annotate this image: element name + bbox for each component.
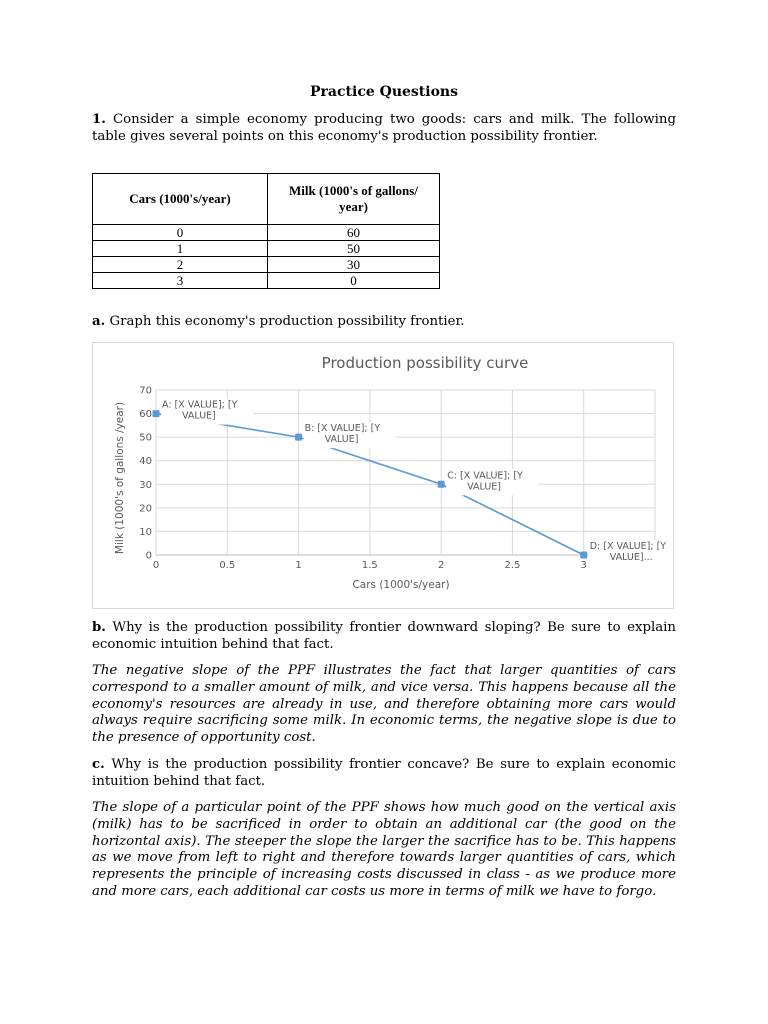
x-tick-label: 0.5: [219, 560, 236, 571]
y-tick-label: 70: [139, 385, 152, 397]
data-point-marker: [580, 552, 587, 559]
x-tick-label: 1: [295, 560, 302, 571]
question-1-number: 1.: [92, 112, 106, 127]
table-header-cars: Cars (1000's/year): [93, 174, 268, 225]
question-b-text: Why is the production possibility frontier downward sloping? Be sure to explain economic intuition behind that fact.: [92, 620, 677, 652]
x-tick-label: 1.5: [361, 560, 378, 571]
table-cell: 60: [268, 225, 440, 241]
chart-title: Production possibility curve: [321, 354, 529, 372]
y-tick-label: 40: [139, 456, 152, 468]
y-tick-label: 60: [139, 409, 152, 421]
question-1-text: Consider a simple economy producing two goods: cars and milk. The following table gives several points on this economy's production possibility frontier.: [92, 112, 676, 144]
question-a: [92, 314, 676, 331]
y-axis-label: Milk (1000's of gallons /year): [114, 401, 126, 555]
table-header-row: [93, 174, 440, 225]
table-cell: 0: [268, 273, 440, 289]
question-c-label: c.: [92, 757, 105, 772]
ppf-chart: [92, 342, 674, 609]
ppf-chart-svg: [93, 343, 673, 608]
y-tick-label: 10: [139, 526, 152, 538]
question-a-text: Graph this economy's production possibility frontier.: [109, 314, 465, 329]
question-b-label: b.: [92, 620, 106, 635]
data-point-marker: [295, 434, 302, 441]
y-tick-label: 30: [139, 479, 152, 491]
question-c-text: Why is the production possibility frontier concave? Be sure to explain economic intuition behind that fact.: [92, 757, 676, 789]
table-cell: 3: [93, 273, 268, 289]
ppf-table: [92, 173, 440, 289]
data-label: VALUE]...: [609, 552, 653, 563]
y-tick-label: 50: [139, 432, 152, 444]
table-cell: 2: [93, 257, 268, 273]
y-tick-label: 20: [139, 503, 152, 515]
data-label: VALUE]: [324, 434, 359, 446]
data-label: B: [X VALUE]; [Y: [304, 423, 381, 435]
data-point-marker: [438, 481, 445, 488]
data-label: C: [X VALUE]; [Y: [447, 470, 523, 482]
table-cell: 30: [268, 257, 440, 273]
table-row: [93, 273, 440, 289]
page-title: Practice Questions: [310, 84, 458, 100]
question-1: [92, 112, 676, 146]
x-tick-label: 3: [580, 560, 587, 571]
data-label: D: [X VALUE]; [Y: [589, 541, 667, 552]
data-label: VALUE]: [182, 410, 216, 422]
table-row: [93, 257, 440, 273]
x-tick-label: 0: [152, 560, 160, 571]
question-a-label: a.: [92, 314, 106, 329]
table-row: [93, 225, 440, 241]
chart-points: [153, 399, 674, 566]
y-tick-label: 0: [145, 550, 152, 562]
table-header-milk: Milk (1000's of gallons/ year): [268, 174, 440, 225]
answer-c: The slope of a particular point of the PPF shows how much good on the vertical axis (milk) has to be sacrificed in order to obtain an additional car (the good on the horizontal axis). The steeper the slope the larger the sacrifice has to be. This happens as we move from left to right and therefore towards larger quantities of cars, which represents the principle of increasing costs discussed in class - as we produce more and more cars, each additional car costs us more in terms of milk we have to forgo.: [92, 800, 676, 899]
question-c: [92, 757, 676, 791]
data-label: VALUE]: [467, 481, 502, 493]
data-label: A: [X VALUE]; [Y: [162, 399, 238, 411]
question-b: [92, 620, 676, 654]
answer-b: The negative slope of the PPF illustrates the fact that larger quantities of cars correspond to a smaller amount of milk, and vice versa. This happens because all the economy's resources are already in use, and therefore obtaining more cars would always require sacrificing some milk. In economic terms, the negative slope is due to the presence of opportunity cost.: [92, 663, 676, 746]
table-cell: 50: [268, 241, 440, 257]
x-tick-label: 2.5: [504, 560, 521, 571]
data-point-marker: [153, 410, 160, 417]
x-tick-label: 2: [437, 560, 445, 571]
table-cell: 0: [93, 225, 268, 241]
x-axis-label: Cars (1000's/year): [352, 579, 450, 591]
table-cell: 1: [93, 241, 268, 257]
table-row: [93, 241, 440, 257]
